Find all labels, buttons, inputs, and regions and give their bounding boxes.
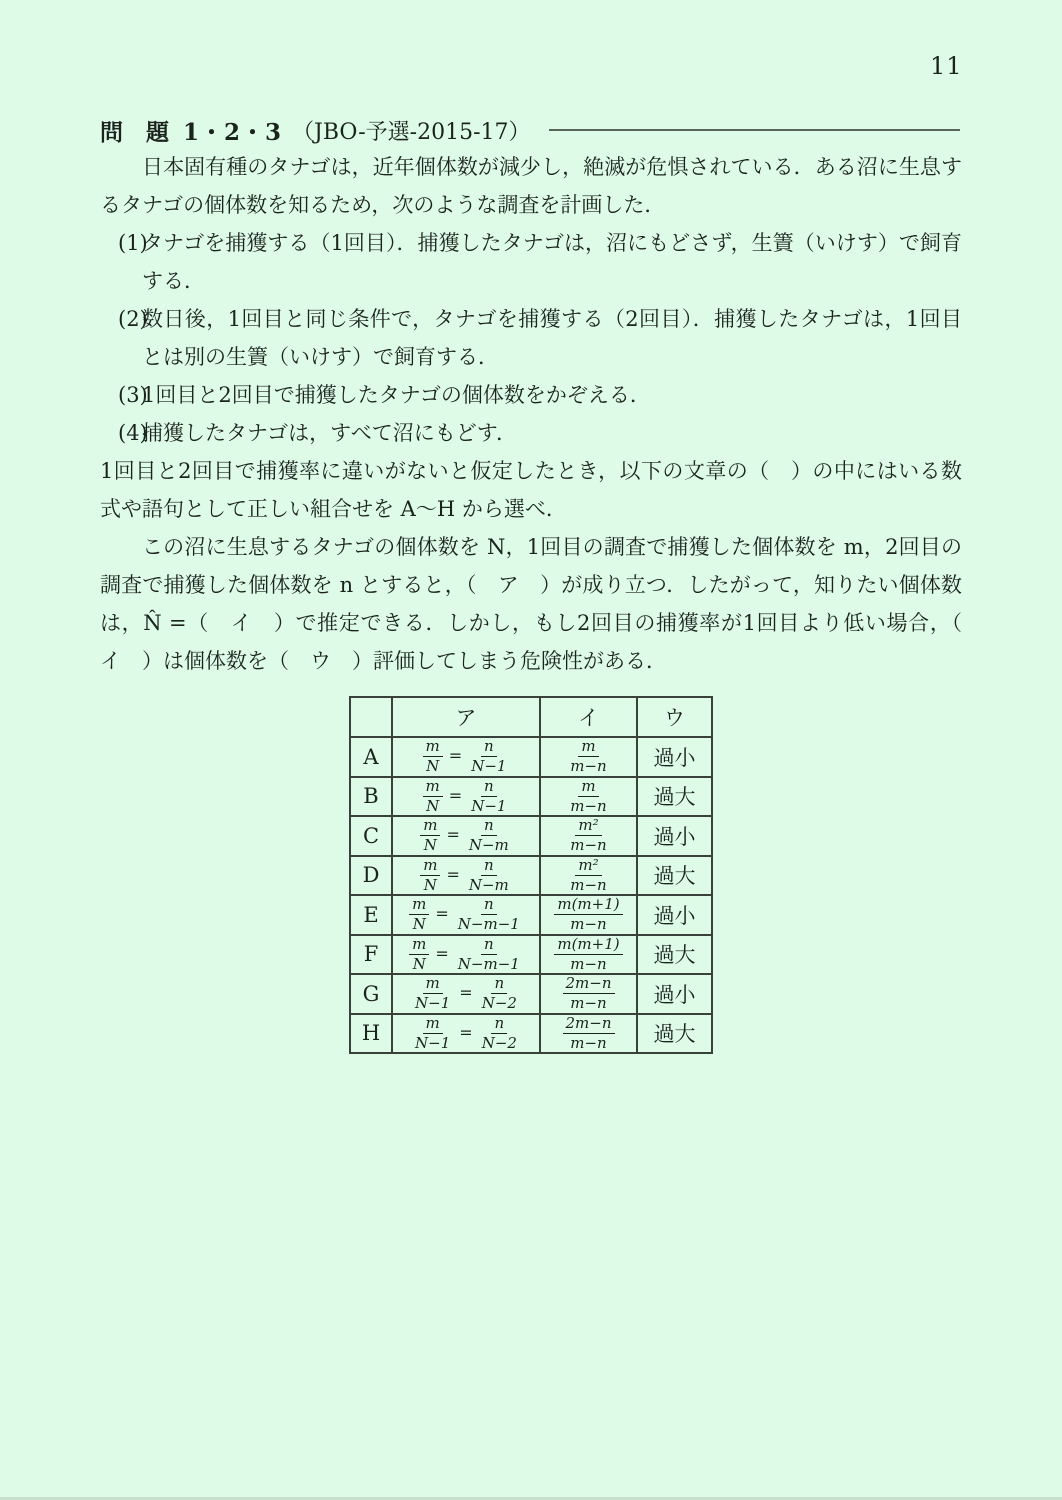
- procedure-item: [100, 300, 962, 376]
- procedure-item-text: 1回目と2回目で捕獲したタナゴの個体数をかぞえる．: [142, 383, 651, 407]
- formula-i: [540, 737, 637, 777]
- evaluation-label: 過小: [637, 737, 712, 777]
- evaluation-label: 過小: [637, 816, 712, 856]
- option-letter: C: [350, 816, 392, 856]
- fraction: $\frac{2m-n}{m-n}$: [563, 975, 615, 1013]
- header-rule: [549, 129, 960, 131]
- option-letter: H: [350, 1014, 392, 1054]
- fraction: $\frac{\text{m²}}{m-n}$: [570, 816, 607, 855]
- option-letter: D: [350, 856, 392, 896]
- option-letter: B: [350, 777, 392, 817]
- formula-i: [540, 1014, 637, 1054]
- option-letter: F: [350, 935, 392, 975]
- table-row: [350, 1014, 712, 1054]
- assumption-paragraph: 1回目と2回目で捕獲率に違いがないと仮定したとき，以下の文章の（ ）の中にはいる数式や語句として正しい組合せを A〜H から選べ．: [100, 459, 962, 521]
- formula-i: [540, 895, 637, 935]
- fraction: $\frac{m}{N}$: [420, 857, 440, 895]
- fraction: $\frac{m}{N-1}$: [415, 974, 451, 1013]
- fraction: $\frac{n}{N-2}$: [481, 1013, 517, 1052]
- header-cell-i: イ: [540, 697, 637, 737]
- formula-a: $\frac{m}{N}$ = $\frac{n}{N-m}$: [392, 856, 540, 896]
- fraction: $\frac{m}{m-n}$: [570, 776, 607, 815]
- fraction: $\frac{n}{N-1}$: [471, 737, 507, 776]
- fraction: $\frac{m}{N}$: [420, 817, 440, 855]
- options-table: [349, 696, 713, 1054]
- fraction: $\frac{m}{N}$: [409, 936, 429, 974]
- formula-a: $\frac{m}{N-1}$ = $\frac{n}{N-2}$: [392, 974, 540, 1014]
- evaluation-label: 過大: [637, 856, 712, 896]
- evaluation-label: 過大: [637, 1014, 712, 1054]
- options-table-header: [350, 697, 712, 737]
- formula-a: $\frac{m}{N}$ = $\frac{n}{N-1}$: [392, 737, 540, 777]
- formula-a: $\frac{m}{N-1}$ = $\frac{n}{N-2}$: [392, 1014, 540, 1054]
- formula-i: [540, 816, 637, 856]
- fraction: $\frac{n}{N-m-1}$: [457, 895, 520, 934]
- procedure-item-marker: (4): [118, 421, 148, 445]
- evaluation-label: 過大: [637, 777, 712, 817]
- procedure-item: [100, 224, 962, 300]
- header-cell-a: ア: [392, 697, 540, 737]
- formula-i: [540, 935, 637, 975]
- formula-i: [540, 974, 637, 1014]
- evaluation-label: 過小: [637, 974, 712, 1014]
- fraction: $\frac{n}{N-m}$: [468, 855, 509, 894]
- fraction: $\frac{m}{m-n}$: [570, 737, 607, 776]
- formula-a: $\frac{m}{N}$ = $\frac{n}{N-1}$: [392, 777, 540, 817]
- problem-label: 問 題: [100, 118, 169, 146]
- problem-source: （JBO-予選-2015-17）: [292, 119, 531, 145]
- procedure-item: [100, 376, 962, 414]
- table-row: [350, 737, 712, 777]
- formula-a: $\frac{m}{N}$ = $\frac{n}{N-m-1}$: [392, 935, 540, 975]
- fraction: $\frac{n}{N-m-1}$: [457, 934, 520, 973]
- fraction: $\frac{m}{N}$: [423, 738, 443, 776]
- fraction: $\frac{m}{N}$: [423, 778, 443, 816]
- page-content: [100, 112, 983, 1054]
- table-row: [350, 935, 712, 975]
- intro-paragraph: 日本固有種のタナゴは，近年個体数が減少し，絶滅が危惧されている．ある沼に生息するタナゴの個体数を知るため，次のような調査を計画した．: [100, 155, 962, 217]
- procedure-item-text: 数日後，1回目と同じ条件で，タナゴを捕獲する（2回目）．捕獲したタナゴは，1回目とは別の生簀（いけす）で飼育する．: [142, 307, 962, 369]
- fraction: $\frac{m(m+1)}{m-n}$: [554, 896, 622, 934]
- evaluation-label: 過小: [637, 895, 712, 935]
- problem-header: [100, 112, 962, 148]
- formula-i: [540, 856, 637, 896]
- procedure-item-text: タナゴを捕獲する（1回目）．捕獲したタナゴは，沼にもどさず，生簀（いけす）で飼育する．: [142, 231, 962, 293]
- page-number: 11: [930, 52, 963, 80]
- fraction: $\frac{n}{N-m}$: [468, 816, 509, 855]
- fraction: $\frac{m(m+1)}{m-n}$: [554, 936, 622, 974]
- formula-a: $\frac{m}{N}$ = $\frac{n}{N-m-1}$: [392, 895, 540, 935]
- table-row: [350, 856, 712, 896]
- procedure-item-marker: (1): [118, 231, 148, 255]
- question-paragraph: この沼に生息するタナゴの個体数を N，1回目の調査で捕獲した個体数を m，2回目の調査で捕獲した個体数を n とすると，（ ア ）が成り立つ．したがって，知りたい個体数は，N̂ =（ イ ）で推定できる．しかし，もし2回目の捕獲率が1回目より低い場合，（ イ ）は個体数を（ ウ ）評価してしまう危険性がある．: [100, 535, 983, 673]
- options-table-body: [350, 737, 712, 1053]
- fraction: $\frac{2m-n}{m-n}$: [563, 1015, 615, 1053]
- option-letter: G: [350, 974, 392, 1014]
- fraction: $\frac{m}{N-1}$: [415, 1013, 451, 1052]
- option-letter: E: [350, 895, 392, 935]
- fraction: $\frac{m}{N}$: [409, 896, 429, 934]
- header-cell-blank: [350, 697, 392, 737]
- evaluation-label: 過大: [637, 935, 712, 975]
- formula-a: $\frac{m}{N}$ = $\frac{n}{N-m}$: [392, 816, 540, 856]
- formula-i: [540, 777, 637, 817]
- procedure-item: [100, 414, 962, 452]
- table-row: [350, 974, 712, 1014]
- fraction: $\frac{\text{m²}}{m-n}$: [570, 855, 607, 894]
- procedure-item-marker: (3): [118, 383, 148, 407]
- fraction: $\frac{n}{N-2}$: [481, 974, 517, 1013]
- procedure-list: [100, 224, 962, 452]
- table-row: [350, 816, 712, 856]
- problem-numbers: 1・2・3: [183, 118, 283, 146]
- procedure-item-text: 捕獲したタナゴは，すべて沼にもどす．: [142, 421, 518, 445]
- procedure-item-marker: (2): [118, 307, 148, 331]
- table-row: [350, 777, 712, 817]
- table-row: [350, 895, 712, 935]
- fraction: $\frac{n}{N-1}$: [471, 776, 507, 815]
- header-cell-u: ウ: [637, 697, 712, 737]
- option-letter: A: [350, 737, 392, 777]
